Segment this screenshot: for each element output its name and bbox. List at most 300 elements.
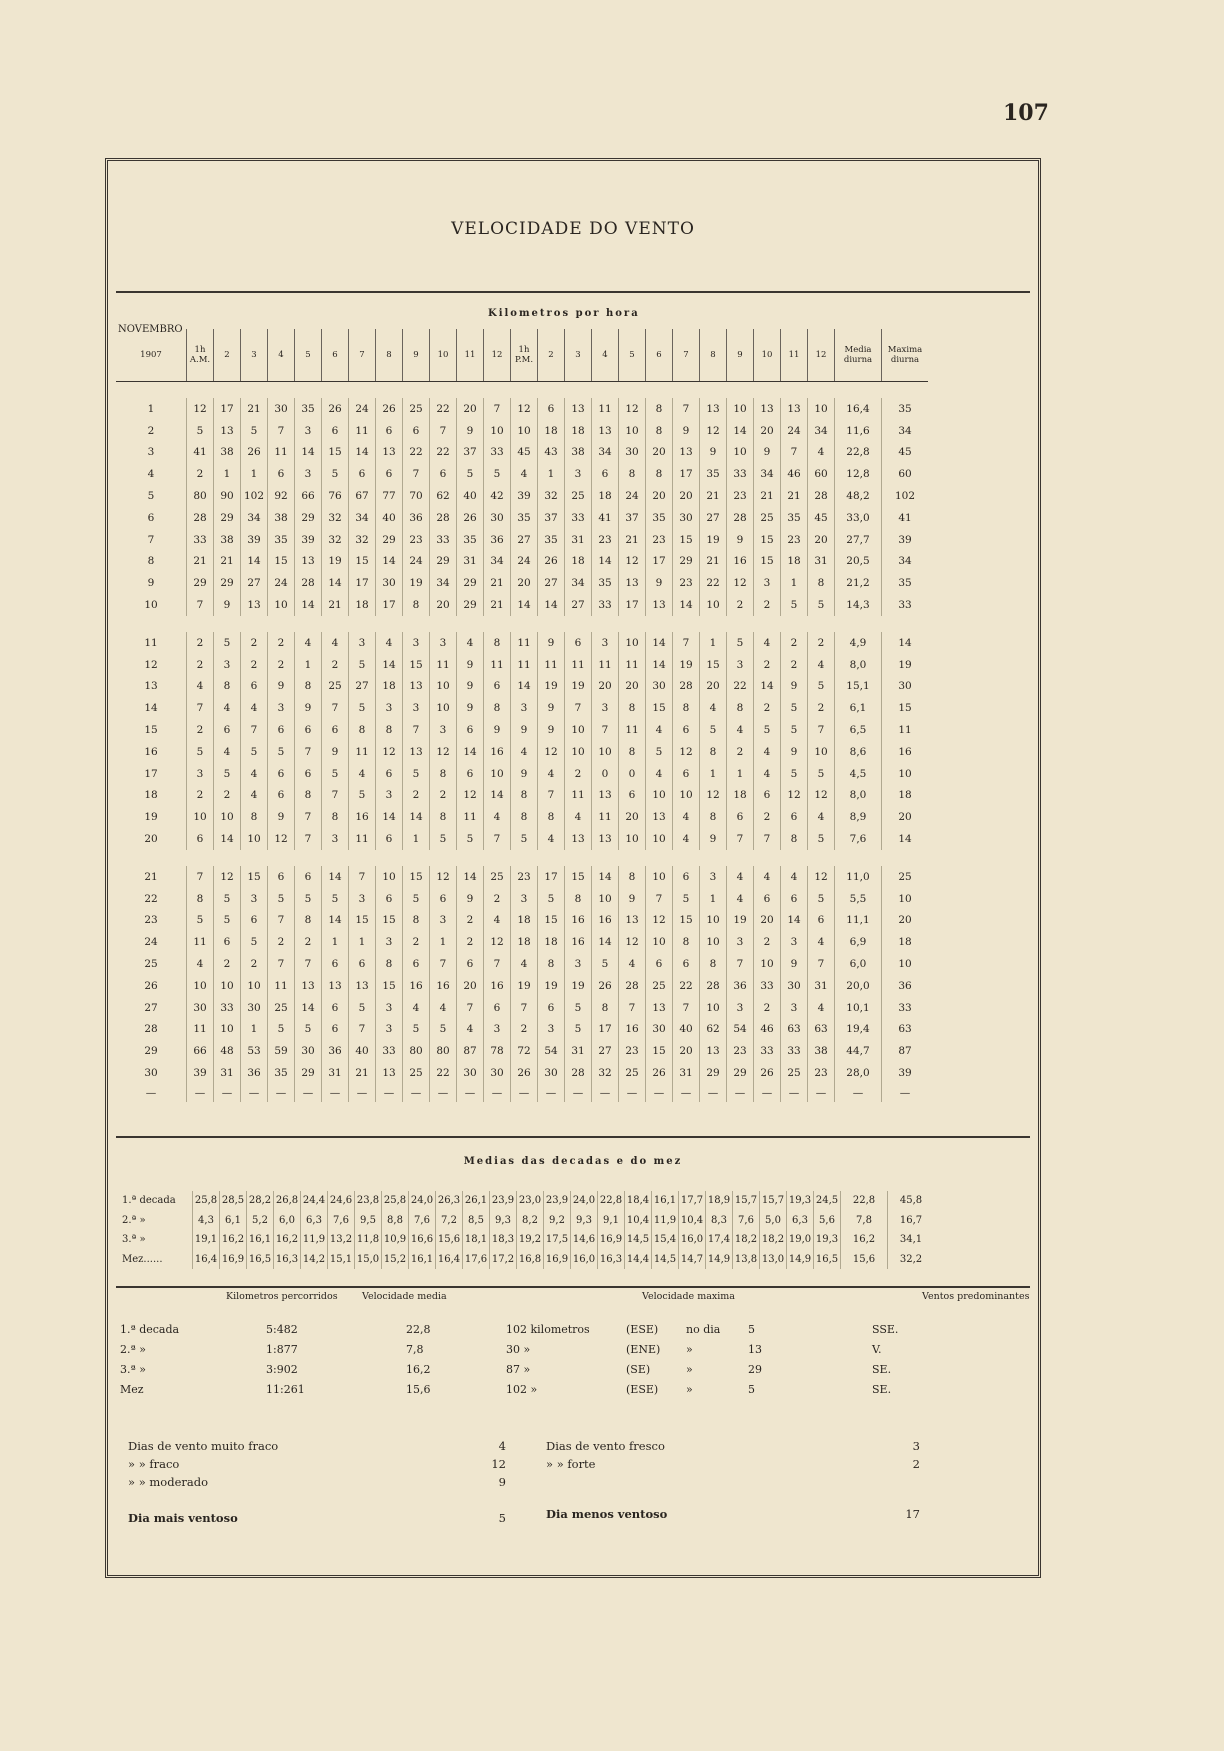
hour-value: 30 [781, 975, 808, 997]
summary-media: 22,8 [406, 1323, 431, 1336]
hour-value: 11 [187, 931, 214, 953]
hour-value: 5 [241, 741, 268, 763]
hour-value: 12 [808, 866, 835, 888]
mean-value: 5,6 [814, 1211, 841, 1231]
mean-value: 16,8 [517, 1250, 544, 1270]
mean-value: 16,2 [220, 1230, 247, 1250]
hour-value: 24 [511, 551, 538, 573]
hour-value: 36 [484, 529, 511, 551]
mean-value: 15,4 [652, 1230, 679, 1250]
hour-value: 6 [457, 763, 484, 785]
hour-value: 17 [592, 1019, 619, 1041]
hour-value: 6 [592, 463, 619, 485]
mean-value: 18,9 [706, 1191, 733, 1211]
table-row [116, 741, 928, 763]
hour-value: 29 [295, 507, 322, 529]
hour-value: 39 [511, 485, 538, 507]
hour-value: 9 [457, 654, 484, 676]
hour-value: 3 [376, 785, 403, 807]
hour-value: 16 [565, 910, 592, 932]
hour-value: 5 [808, 594, 835, 616]
day-cell: 24 [144, 936, 158, 949]
hourly-table [116, 329, 928, 1102]
media-diurna: 6,9 [835, 931, 882, 953]
mean-media: 16,2 [841, 1230, 888, 1250]
hour-value: 5 [781, 697, 808, 719]
mean-maxima: 45,8 [888, 1191, 935, 1211]
hour-value: 2 [565, 763, 592, 785]
mean-value: 23,8 [355, 1191, 382, 1211]
summary-km: 5:482 [266, 1323, 298, 1336]
day-cell: 29 [144, 1045, 158, 1058]
hour-value: 14 [322, 866, 349, 888]
dash-cell: — [673, 1084, 700, 1102]
maxima-diurna: 14 [882, 828, 929, 850]
day-cell: 2 [147, 424, 155, 437]
table-row [116, 1040, 928, 1062]
hour-value: 5 [538, 888, 565, 910]
hour-value: 13 [214, 420, 241, 442]
maxima-diurna: 16 [882, 741, 929, 763]
mean-value: 7,6 [409, 1211, 436, 1231]
hour-value: 8 [538, 953, 565, 975]
mean-value: 9,1 [598, 1211, 625, 1231]
hour-value: 41 [187, 442, 214, 464]
maxima-diurna: 36 [882, 975, 929, 997]
hour-value: 5 [295, 888, 322, 910]
hour-value: 28 [808, 485, 835, 507]
maxima-diurna: 60 [882, 463, 929, 485]
media-diurna: 44,7 [835, 1040, 882, 1062]
hour-value: 13 [565, 828, 592, 850]
hour-value: 20 [673, 485, 700, 507]
table-row [116, 654, 928, 676]
maxima-diurna: 30 [882, 676, 929, 698]
hour-value: 26 [646, 1062, 673, 1084]
summary-vento: V. [872, 1343, 882, 1356]
summary-media: 16,2 [406, 1363, 431, 1376]
hour-value: 11 [349, 420, 376, 442]
hour-value: 13 [403, 676, 430, 698]
hour-value: 31 [808, 551, 835, 573]
hour-value: 7 [295, 828, 322, 850]
row-label: 3.ª » [122, 1234, 146, 1246]
mean-value: 28,2 [247, 1191, 274, 1211]
media-diurna: 6,5 [835, 719, 882, 741]
hour-value: 38 [214, 442, 241, 464]
hour-value: 10 [619, 420, 646, 442]
mean-media: 15,6 [841, 1250, 888, 1270]
media-diurna: 8,9 [835, 806, 882, 828]
hour-value: 9 [457, 676, 484, 698]
maxima-diurna: 15 [882, 697, 929, 719]
hour-value: 35 [700, 463, 727, 485]
mean-value: 17,4 [706, 1230, 733, 1250]
table-row [116, 910, 928, 932]
wind-day-count: 12 [491, 1457, 506, 1471]
hour-value: 2 [268, 632, 295, 654]
summary-media: 7,8 [406, 1343, 424, 1356]
hour-value: 9 [295, 697, 322, 719]
hour-value: 10 [214, 1019, 241, 1041]
hour-value: 9 [619, 888, 646, 910]
mean-media: 22,8 [841, 1191, 888, 1211]
hour-value: 7 [187, 697, 214, 719]
hour-value: 9 [511, 719, 538, 741]
day-cell: 25 [144, 958, 158, 971]
hour-value: 6 [457, 953, 484, 975]
hour-value: 18 [538, 931, 565, 953]
hour-value: 10 [727, 398, 754, 420]
hour-value: 34 [430, 572, 457, 594]
hour-value: 13 [403, 741, 430, 763]
hour-value: 11 [268, 975, 295, 997]
hour-value: 10 [673, 785, 700, 807]
hour-value: 2 [268, 654, 295, 676]
hour-value: 15 [538, 910, 565, 932]
hour-value: 16 [349, 806, 376, 828]
hour-value: 9 [457, 420, 484, 442]
mean-value: 16,4 [193, 1250, 220, 1270]
hour-value: 3 [781, 931, 808, 953]
wind-day-row [546, 1439, 920, 1457]
hour-value: 1 [403, 828, 430, 850]
hour-value: 33 [484, 442, 511, 464]
mean-value: 14,4 [625, 1250, 652, 1270]
hour-header: 11 [781, 329, 808, 382]
hour-value: 14 [403, 806, 430, 828]
hour-value: 9 [457, 888, 484, 910]
mean-value: 7,2 [436, 1211, 463, 1231]
hour-value: 63 [781, 1019, 808, 1041]
hour-value: 7 [457, 997, 484, 1019]
media-diurna: 19,4 [835, 1019, 882, 1041]
hour-value: 11 [619, 654, 646, 676]
hour-value: 8 [241, 806, 268, 828]
table-row [116, 997, 928, 1019]
summary-dia: 13 [748, 1343, 762, 1356]
media-diurna: 48,2 [835, 485, 882, 507]
mean-value: 18,2 [760, 1230, 787, 1250]
hour-value: 15 [700, 654, 727, 676]
hour-value: 13 [592, 785, 619, 807]
hour-value: 12 [619, 551, 646, 573]
dash-cell: — [187, 1084, 214, 1102]
dash-cell: — [241, 1084, 268, 1102]
hour-value: 20 [808, 529, 835, 551]
hour-value: 8 [187, 888, 214, 910]
hour-header: 12 [808, 329, 835, 382]
table-row [116, 763, 928, 785]
hour-value: 20 [511, 572, 538, 594]
hour-value: 15 [565, 866, 592, 888]
hour-value: 28 [673, 676, 700, 698]
hour-value: 23 [673, 572, 700, 594]
divider [116, 1136, 1030, 1138]
hour-value: 36 [727, 975, 754, 997]
hour-value: 3 [349, 632, 376, 654]
media-diurna: 20,0 [835, 975, 882, 997]
day-cell: 14 [144, 702, 158, 715]
hour-value: 12 [430, 866, 457, 888]
hour-value: 1 [430, 931, 457, 953]
hour-value: 5 [673, 888, 700, 910]
hour-value: 3 [727, 997, 754, 1019]
mean-value: 14,9 [706, 1250, 733, 1270]
mean-value: 16,3 [598, 1250, 625, 1270]
hour-value: 10 [376, 866, 403, 888]
hour-value: 37 [538, 507, 565, 529]
hour-value: 30 [268, 398, 295, 420]
hour-value: 6 [295, 866, 322, 888]
hour-value: 7 [673, 997, 700, 1019]
summary-header: Ventos predominantes [922, 1291, 1030, 1302]
hour-value: 46 [754, 1019, 781, 1041]
hour-value: 5 [430, 1019, 457, 1041]
hour-value: 9 [781, 676, 808, 698]
dash-cell: — [727, 1084, 754, 1102]
hour-value: 9 [727, 529, 754, 551]
hour-value: 6 [538, 997, 565, 1019]
table-row [116, 697, 928, 719]
maxima-diurna: 18 [882, 785, 929, 807]
hour-value: 27 [565, 594, 592, 616]
hour-value: 21 [322, 594, 349, 616]
hour-value: 23 [511, 866, 538, 888]
hour-value: 14 [295, 594, 322, 616]
dash-cell: — [700, 1084, 727, 1102]
hour-value: 28 [700, 975, 727, 997]
hour-value: 2 [754, 806, 781, 828]
hour-value: 17 [673, 463, 700, 485]
hour-value: 29 [214, 572, 241, 594]
min-day-value: 17 [905, 1507, 920, 1521]
hour-value: 31 [565, 529, 592, 551]
hour-header: 8 [376, 329, 403, 382]
hour-value: 24 [619, 485, 646, 507]
hour-value: 18 [511, 910, 538, 932]
hour-value: 2 [457, 910, 484, 932]
dash-cell: — [754, 1084, 781, 1102]
hour-value: 2 [214, 785, 241, 807]
mean-value: 23,9 [490, 1191, 517, 1211]
hour-value: 14 [376, 654, 403, 676]
summary-label: 3.ª » [120, 1363, 146, 1376]
hour-value: 33 [376, 1040, 403, 1062]
hour-value: 3 [727, 654, 754, 676]
hour-value: 63 [808, 1019, 835, 1041]
hour-value: 5 [781, 594, 808, 616]
hour-value: 8 [484, 697, 511, 719]
dash-cell: — [145, 1086, 157, 1099]
hour-value: 4 [403, 997, 430, 1019]
hour-value: 27 [511, 529, 538, 551]
dash-cell: — [214, 1084, 241, 1102]
table-row [116, 632, 928, 654]
hour-value: 30 [673, 507, 700, 529]
hour-value: 19 [565, 975, 592, 997]
mean-value: 16,1 [247, 1230, 274, 1250]
hour-value: 9 [673, 420, 700, 442]
mean-value: 14,9 [787, 1250, 814, 1270]
day-cell: 3 [147, 446, 155, 459]
dash-cell: — [592, 1084, 619, 1102]
hour-value: 11 [592, 398, 619, 420]
dash-cell: — [565, 1084, 592, 1102]
hour-value: 8 [619, 463, 646, 485]
hour-value: 5 [322, 463, 349, 485]
hour-value: 25 [565, 485, 592, 507]
hour-value: 6 [214, 719, 241, 741]
hour-value: 46 [781, 463, 808, 485]
hour-value: 10 [808, 398, 835, 420]
hour-value: 28 [727, 507, 754, 529]
hour-value: 5 [349, 654, 376, 676]
hour-header: 1h A.M. [187, 329, 214, 382]
hour-value: 33 [754, 1040, 781, 1062]
media-diurna: 6,1 [835, 697, 882, 719]
hour-value: 35 [592, 572, 619, 594]
hour-value: 18 [538, 420, 565, 442]
mean-value: 18,4 [625, 1191, 652, 1211]
hour-value: 25 [268, 997, 295, 1019]
min-day-block [546, 1507, 920, 1525]
hour-value: 27 [241, 572, 268, 594]
mean-value: 15,2 [382, 1250, 409, 1270]
hour-value: 5 [187, 420, 214, 442]
mean-value: 7,6 [733, 1211, 760, 1231]
day-cell: 9 [147, 577, 155, 590]
hour-value: 26 [241, 442, 268, 464]
hour-value: 2 [187, 632, 214, 654]
maxima-diurna: 39 [882, 529, 929, 551]
hour-value: 32 [538, 485, 565, 507]
hour-value: 5 [214, 632, 241, 654]
hour-value: 4 [781, 866, 808, 888]
hour-value: 4 [646, 763, 673, 785]
hour-value: 5 [295, 1019, 322, 1041]
hour-value: 21 [484, 594, 511, 616]
table-row [116, 719, 928, 741]
hour-value: 11 [592, 806, 619, 828]
hour-value: 8 [565, 888, 592, 910]
table-row [116, 572, 928, 594]
hour-header: 7 [349, 329, 376, 382]
mean-value: 24,5 [814, 1191, 841, 1211]
hour-value: 17 [214, 398, 241, 420]
hour-value: 29 [457, 572, 484, 594]
mean-value: 5,0 [760, 1211, 787, 1231]
mean-value: 9,3 [490, 1211, 517, 1231]
hour-value: 8 [646, 398, 673, 420]
mean-value: 17,6 [463, 1250, 490, 1270]
summary-header: Kilometros percorridos [226, 1291, 338, 1302]
hour-value: 13 [295, 975, 322, 997]
media-diurna: 28,0 [835, 1062, 882, 1084]
dash-cell: — [808, 1084, 835, 1102]
hour-value: 13 [592, 420, 619, 442]
hour-value: 4 [457, 632, 484, 654]
summary-dia: 5 [748, 1383, 755, 1396]
hour-value: 1 [241, 1019, 268, 1041]
hour-value: 16 [403, 975, 430, 997]
hour-value: 3 [376, 697, 403, 719]
mean-value: 5,2 [247, 1211, 274, 1231]
hour-value: 3 [349, 888, 376, 910]
maxima-diurna: 102 [882, 485, 929, 507]
wind-day-label: Dias de vento muito fraco [128, 1439, 279, 1453]
mean-value: 6,0 [274, 1211, 301, 1231]
day-cell: 27 [144, 1001, 158, 1014]
hour-value: 14 [592, 866, 619, 888]
hour-value: 6 [781, 888, 808, 910]
hour-value: 17 [376, 594, 403, 616]
mean-value: 16,4 [436, 1250, 463, 1270]
hour-value: 7 [349, 866, 376, 888]
hour-value: 4 [349, 763, 376, 785]
hour-value: 4 [754, 763, 781, 785]
hour-value: 8 [376, 953, 403, 975]
hour-value: 7 [241, 719, 268, 741]
day-cell: 15 [144, 724, 158, 737]
media-diurna: 4,9 [835, 632, 882, 654]
hour-value: 29 [214, 507, 241, 529]
hour-value: 14 [457, 866, 484, 888]
hour-value: 17 [349, 572, 376, 594]
hour-value: 4 [295, 632, 322, 654]
hour-value: 6 [268, 785, 295, 807]
mean-value: 8,2 [517, 1211, 544, 1231]
hour-value: 13 [646, 997, 673, 1019]
hour-value: 7 [322, 785, 349, 807]
hour-value: 8 [646, 463, 673, 485]
hour-value: 15 [754, 551, 781, 573]
mean-value: 23,9 [544, 1191, 571, 1211]
hour-value: 6 [349, 463, 376, 485]
table-frame [105, 158, 1041, 1578]
hour-header: 11 [457, 329, 484, 382]
mean-value: 6,3 [787, 1211, 814, 1231]
day-cell: 30 [144, 1067, 158, 1079]
hour-value: 2 [808, 697, 835, 719]
max-day-label: Dia mais ventoso [128, 1511, 238, 1525]
hour-value: 13 [754, 398, 781, 420]
hour-value: 1 [538, 463, 565, 485]
hour-value: 13 [376, 442, 403, 464]
hour-value: 9 [268, 806, 295, 828]
mean-value: 15,1 [328, 1250, 355, 1270]
hour-value: 5 [808, 676, 835, 698]
mean-value: 15,7 [733, 1191, 760, 1211]
table-row [116, 1230, 934, 1250]
page-title: VELOCIDADE DO VENTO [451, 219, 695, 239]
hour-value: 5 [187, 741, 214, 763]
hour-value: 3 [241, 888, 268, 910]
hour-value: 4 [511, 953, 538, 975]
media-diurna: 8,0 [835, 654, 882, 676]
hour-value: 6 [214, 931, 241, 953]
hour-value: 28 [187, 507, 214, 529]
hour-value: 22 [430, 1062, 457, 1084]
media-diurna: 11,1 [835, 910, 882, 932]
hour-value: 5 [241, 931, 268, 953]
summary-vento: SSE. [872, 1323, 899, 1336]
hour-value: 2 [484, 888, 511, 910]
hour-header: 3 [565, 329, 592, 382]
dash-cell: — [376, 1084, 403, 1102]
hour-value: 5 [808, 828, 835, 850]
hour-value: 5 [403, 763, 430, 785]
